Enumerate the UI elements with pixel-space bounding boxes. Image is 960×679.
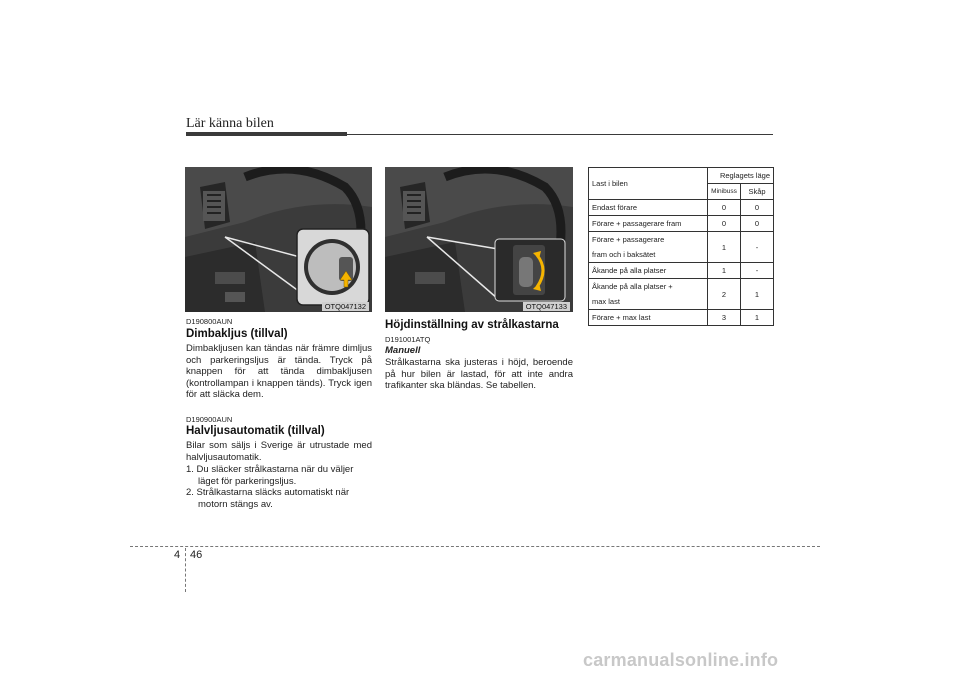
table-header-row bbox=[589, 168, 774, 184]
table-header-group: Reglagets läge bbox=[708, 168, 774, 184]
dashboard-illustration-2 bbox=[385, 167, 573, 312]
table-cell: - bbox=[741, 232, 774, 263]
table-row bbox=[589, 200, 774, 216]
table-row bbox=[589, 263, 774, 279]
section-heading: Höjdinställning av strålkastarna bbox=[385, 319, 559, 331]
table-header-minibus: Minibuss bbox=[708, 184, 741, 200]
table-cell-label: Åkande på alla platser bbox=[589, 263, 708, 279]
chapter-number: 4 bbox=[174, 549, 181, 561]
table-row bbox=[589, 232, 774, 263]
page-number: 46 bbox=[190, 549, 203, 561]
table-header-load: Last i bilen bbox=[589, 168, 708, 200]
section-body: Dimbakljusen kan tändas när främre dimljus och parkeringsljus är tända. Tryck på knappen för att tända dimbakljusen (kontrollampan i knappen tänds). Tryck igen för att släcka dem. bbox=[186, 343, 372, 401]
dashboard-illustration bbox=[185, 167, 372, 312]
table-cell-label: Förare + passagerare fram bbox=[589, 216, 708, 232]
section-subheading: Manuell bbox=[385, 345, 421, 356]
table-row bbox=[589, 310, 774, 326]
load-table bbox=[588, 167, 774, 326]
chapter-title: Lär känna bilen bbox=[186, 116, 274, 131]
table-cell: 0 bbox=[741, 216, 774, 232]
footer-divider bbox=[185, 548, 186, 592]
label-line: max last bbox=[592, 297, 620, 306]
table-cell: 2 bbox=[708, 279, 741, 310]
table-cell: 3 bbox=[708, 310, 741, 326]
table-cell-label: Förare + max last bbox=[589, 310, 708, 326]
table-row bbox=[589, 279, 774, 310]
table-cell-label: Endast förare bbox=[589, 200, 708, 216]
fog-light-switch-photo bbox=[185, 167, 372, 312]
header-rule bbox=[347, 134, 773, 135]
section-code: D190800AUN bbox=[186, 317, 233, 326]
table-cell: 1 bbox=[708, 263, 741, 279]
table-cell: 1 bbox=[741, 310, 774, 326]
list-item: 1. Du släcker strålkastarna när du väljer läget för parkeringsljus. bbox=[186, 464, 354, 487]
section-code: D191001ATQ bbox=[385, 335, 431, 344]
table-cell: 0 bbox=[708, 216, 741, 232]
header-rule-accent bbox=[186, 132, 347, 136]
section-body: Bilar som säljs i Sverige är utrustade med halvljusautomatik. bbox=[186, 440, 372, 463]
table-cell: 0 bbox=[708, 200, 741, 216]
photo-code: OTQ047133 bbox=[523, 302, 570, 311]
label-line: Förare + passagerare bbox=[592, 235, 665, 244]
table-cell-label bbox=[589, 232, 708, 263]
photo-code: OTQ047132 bbox=[322, 302, 369, 311]
table-cell: 1 bbox=[708, 232, 741, 263]
section-body: Strålkastarna ska justeras i höjd, beroende på hur bilen är lastad, för att inte andra trafikanter ska bländas. Se tabellen. bbox=[385, 357, 573, 392]
table-row bbox=[589, 216, 774, 232]
steps-list bbox=[186, 464, 372, 510]
table-cell-label bbox=[589, 279, 708, 310]
label-line: fram och i baksätet bbox=[592, 250, 656, 259]
label-line: Åkande på alla platser + bbox=[592, 282, 673, 291]
section-heading: Dimbakljus (tillval) bbox=[186, 328, 288, 340]
watermark: carmanualsonline.info bbox=[583, 650, 779, 670]
table-cell: 0 bbox=[741, 200, 774, 216]
headlight-leveling-photo bbox=[385, 167, 573, 312]
table-cell: - bbox=[741, 263, 774, 279]
section-code: D190900AUN bbox=[186, 415, 233, 424]
table-header-van: Skåp bbox=[741, 184, 774, 200]
list-item: 2. Strålkastarna släcks automatiskt när motorn stängs av. bbox=[186, 487, 350, 510]
footer-rule bbox=[130, 546, 820, 547]
table-cell: 1 bbox=[741, 279, 774, 310]
section-heading: Halvljusautomatik (tillval) bbox=[186, 425, 325, 437]
